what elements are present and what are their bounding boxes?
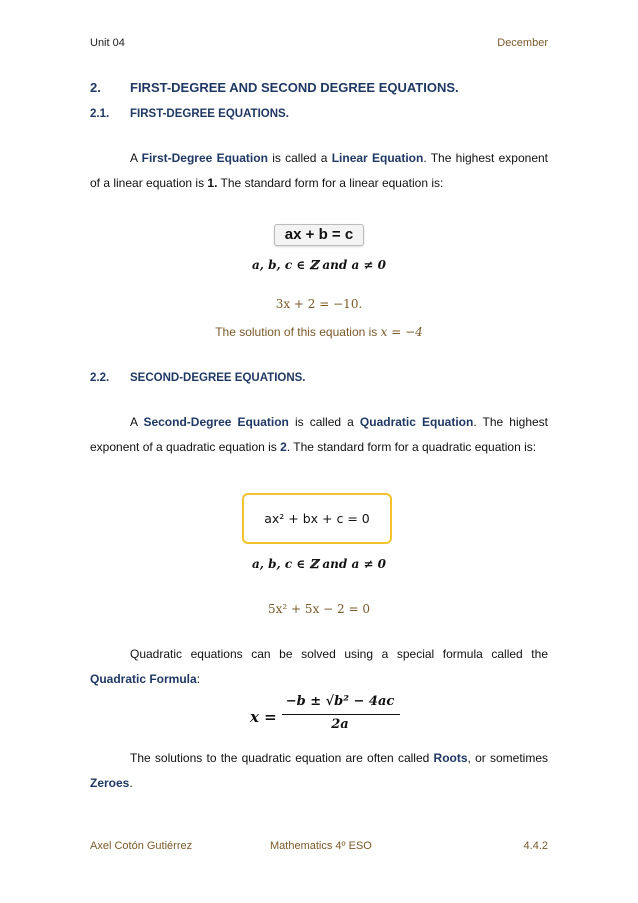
keyword: Zeroes bbox=[90, 776, 130, 790]
keyword: 1. bbox=[207, 176, 218, 190]
quadratic-equation-box: ax² + bx + c = 0 bbox=[242, 493, 392, 544]
text-run: Quadratic equations can be solved using a special formula called the bbox=[130, 647, 548, 661]
text-run: is called a bbox=[267, 151, 332, 165]
formula-fraction-bar bbox=[282, 714, 400, 715]
subsection-number: 2.2. bbox=[90, 372, 110, 384]
footer-author: Axel Cotón Gutiérrez bbox=[90, 840, 193, 852]
text-run: . The standard form for a quadratic equation is: bbox=[286, 440, 537, 454]
paragraph-roots bbox=[90, 746, 548, 796]
header-month: December bbox=[497, 37, 548, 49]
paragraph-quadratic-formula bbox=[90, 642, 548, 692]
subsection-title: FIRST-DEGREE EQUATIONS. bbox=[130, 108, 289, 120]
section-number: 2. bbox=[90, 80, 101, 95]
linear-equation-box: ax + b = c bbox=[274, 224, 364, 246]
formula-numerator: −b ± √b² − 4ac bbox=[285, 694, 395, 709]
linear-solution bbox=[90, 325, 548, 339]
text-run: The standard form for a linear equation is: bbox=[217, 176, 444, 190]
text-run: . The highest exponent of a linear equation is bbox=[90, 151, 549, 190]
quadratic-condition: a, b, c ∈ ℤ and a ≠ 0 bbox=[252, 557, 386, 571]
keyword: First-Degree Equation bbox=[141, 151, 268, 165]
subsection-number: 2.1. bbox=[90, 108, 110, 120]
subsection-heading-second-degree bbox=[90, 372, 306, 384]
solution-math: x = −4 bbox=[380, 325, 423, 339]
section-title: FIRST-DEGREE AND SECOND DEGREE EQUATIONS. bbox=[130, 80, 459, 95]
subsection-title: SECOND-DEGREE EQUATIONS. bbox=[130, 372, 306, 384]
formula-lhs: x = bbox=[250, 708, 277, 726]
footer-course: Mathematics 4º ESO bbox=[270, 840, 372, 852]
keyword: Roots bbox=[433, 751, 468, 765]
text-run: , or sometimes bbox=[467, 751, 549, 765]
text-run: The solution of this equation is bbox=[215, 325, 381, 339]
paragraph-linear-definition bbox=[90, 146, 548, 196]
text-run: A bbox=[130, 415, 144, 429]
keyword: Linear Equation bbox=[331, 151, 424, 165]
quadratic-example: 5x² + 5x − 2 = 0 bbox=[268, 602, 370, 616]
text-run: . bbox=[129, 776, 133, 790]
paragraph-quadratic-definition bbox=[90, 410, 548, 460]
quadratic-formula bbox=[250, 694, 400, 738]
text-run: is called a bbox=[288, 415, 360, 429]
subsection-heading-first-degree bbox=[90, 108, 289, 120]
text-run: A bbox=[130, 151, 142, 165]
text-run: . The highest exponent of a quadratic equation is bbox=[90, 415, 548, 454]
text-run: The solutions to the quadratic equation are often called bbox=[130, 751, 434, 765]
keyword: Quadratic Formula bbox=[90, 672, 197, 686]
text-run: : bbox=[196, 672, 201, 686]
keyword: 2 bbox=[280, 440, 287, 454]
header-unit: Unit 04 bbox=[90, 37, 125, 49]
linear-example: 3x + 2 = −10. bbox=[275, 297, 363, 311]
footer-page-number: 4.4.2 bbox=[523, 840, 548, 852]
section-heading bbox=[90, 80, 459, 95]
formula-denominator: 2a bbox=[331, 717, 349, 732]
linear-condition: a, b, c ∈ ℤ and a ≠ 0 bbox=[252, 258, 386, 272]
keyword: Quadratic Equation bbox=[359, 415, 474, 429]
keyword: Second-Degree Equation bbox=[143, 415, 289, 429]
